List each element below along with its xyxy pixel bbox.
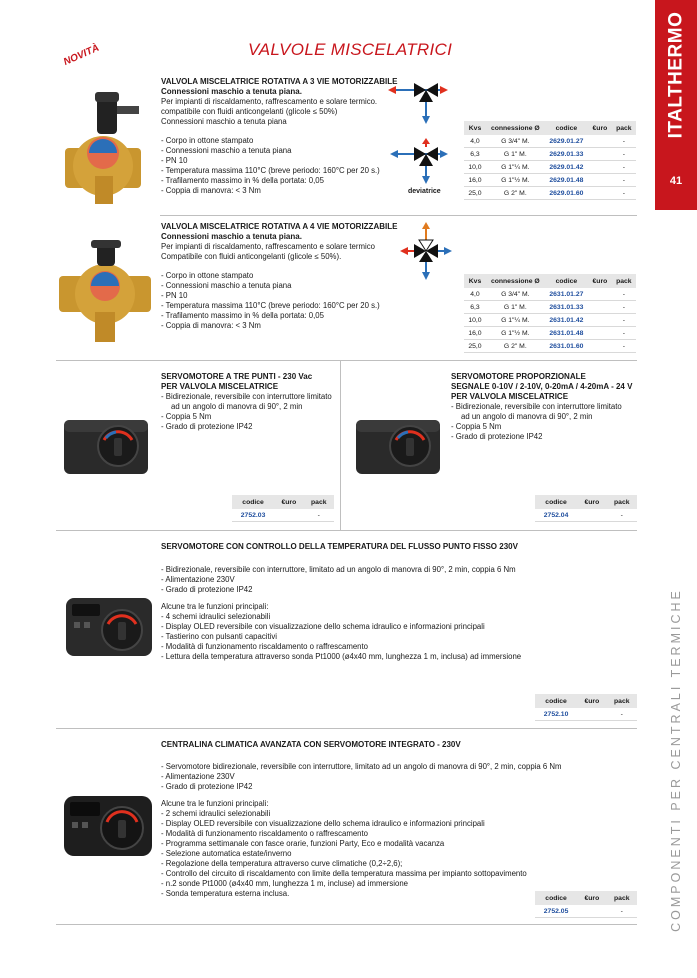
cell-code: 2629.01.27 bbox=[545, 135, 588, 148]
cell-kvs: 25,0 bbox=[464, 187, 486, 200]
valve3-table bbox=[464, 121, 636, 200]
centralina-bullet: - Servomotore bidirezionale, reversibile con interruttore, limitato ad un angolo di manovra di 90°, 2 min, coppia 6 Nm bbox=[161, 762, 562, 771]
servofix-function: - Display OLED reversibile con visualizzazione dello schema idraulico e informazioni principali bbox=[161, 622, 485, 631]
table-row bbox=[535, 708, 637, 721]
servofix-bullet: - Alimentazione 230V bbox=[161, 575, 235, 584]
cell-code: 2631.01.48 bbox=[545, 327, 588, 340]
servo3p-bullet: - Grado di protezione IP42 bbox=[161, 422, 253, 431]
cell-price bbox=[577, 905, 606, 918]
divider bbox=[56, 530, 637, 531]
cell-conn: G 3/4" M. bbox=[486, 288, 545, 301]
valve-4way-image bbox=[55, 236, 160, 346]
servofix-function: - Tastierino con pulsanti capacitivi bbox=[161, 632, 278, 641]
col-header: €uro bbox=[577, 891, 606, 905]
cell-price bbox=[588, 161, 612, 174]
brand-bar bbox=[655, 0, 697, 210]
cell-pack: - bbox=[612, 161, 636, 174]
table-row bbox=[464, 135, 636, 148]
cell-price bbox=[588, 148, 612, 161]
cell-code: 2631.01.33 bbox=[545, 301, 588, 314]
servofix-description bbox=[161, 565, 521, 662]
col-header: €uro bbox=[577, 694, 606, 708]
cell-code: 2752.03 bbox=[232, 509, 274, 522]
cell-pack: - bbox=[612, 327, 636, 340]
page-title: VALVOLE MISCELATRICI bbox=[248, 40, 453, 59]
col-header: Kvs bbox=[464, 121, 486, 135]
centralina-function: - Modalità di funzionamento riscaldamento o raffrescamento bbox=[161, 829, 369, 838]
cell-price bbox=[588, 288, 612, 301]
servoprop-bullet: - Grado di protezione IP42 bbox=[451, 432, 543, 441]
centralina-function: - Selezione automatica estate/inverno bbox=[161, 849, 292, 858]
table-row bbox=[464, 327, 636, 340]
valve4-bullet: - Temperatura massima 110°C (breve periodo: 160°C per 20 s.) bbox=[161, 301, 380, 310]
divider bbox=[56, 728, 637, 729]
valve3-line: compatibile con fluidi anticongelanti (glicole ≤ 50%) bbox=[161, 107, 338, 116]
cell-conn: G 1"¼ M. bbox=[486, 314, 545, 327]
side-label bbox=[663, 588, 689, 932]
cell-conn: G 1" M. bbox=[486, 301, 545, 314]
cell-kvs: 16,0 bbox=[464, 327, 486, 340]
servo3p-bullet: - Coppia 5 Nm bbox=[161, 412, 212, 421]
col-header: pack bbox=[607, 891, 637, 905]
col-header: connessione Ø bbox=[486, 121, 545, 135]
cell-code: 2752.05 bbox=[535, 905, 577, 918]
centralina-title: CENTRALINA CLIMATICA AVANZATA CON SERVOMOTORE INTEGRATO - 230V bbox=[161, 740, 461, 749]
servofix-bullet: - Bidirezionale, reversibile con interruttore, limitato ad un angolo di manovra di 90°, 2 min, coppia 6 Nm bbox=[161, 565, 516, 574]
servo3p-description bbox=[161, 372, 332, 432]
valve4-bullet: - Connessioni maschio a tenuta piana bbox=[161, 281, 292, 290]
cell-kvs: 4,0 bbox=[464, 288, 486, 301]
col-header: connessione Ø bbox=[486, 274, 545, 288]
table-row bbox=[464, 301, 636, 314]
centralina-function: - Programma settimanale con fasce orarie, funzioni Party, Eco e modalità vacanza bbox=[161, 839, 445, 848]
servofix-table bbox=[535, 694, 637, 721]
servofix-function: - 4 schemi idraulici selezionabili bbox=[161, 612, 271, 621]
cell-code: 2631.01.60 bbox=[545, 340, 588, 353]
cell-kvs: 10,0 bbox=[464, 314, 486, 327]
servofix-function: - Modalità di funzionamento riscaldamento o raffrescamento bbox=[161, 642, 369, 651]
col-header: pack bbox=[304, 495, 334, 509]
col-header: €uro bbox=[588, 274, 612, 288]
centralina-function: - Display OLED reversibile con visualizzazione dello schema idraulico e informazioni principali bbox=[161, 819, 485, 828]
brand-name: ITALTHERMO bbox=[665, 11, 686, 139]
col-header: codice bbox=[535, 694, 577, 708]
diverting-label: deviatrice bbox=[408, 188, 441, 195]
cell-code: 2752.04 bbox=[535, 509, 577, 522]
cell-conn: G 2" M. bbox=[486, 340, 545, 353]
valve3-line: Connessioni maschio a tenuta piana bbox=[161, 117, 287, 126]
col-header: codice bbox=[545, 274, 588, 288]
cell-code: 2631.01.42 bbox=[545, 314, 588, 327]
centralina-function: - Controllo del circuito di riscaldamento con limite della temperatura massima per impianto sottopavimento bbox=[161, 869, 527, 878]
servoprop-table bbox=[535, 495, 637, 522]
cell-kvs: 16,0 bbox=[464, 174, 486, 187]
col-header: codice bbox=[535, 891, 577, 905]
table-row bbox=[464, 161, 636, 174]
servo3p-subtitle: PER VALVOLA MISCELATRICE bbox=[161, 382, 279, 391]
cell-kvs: 4,0 bbox=[464, 135, 486, 148]
cell-code: 2752.10 bbox=[535, 708, 577, 721]
valve4-bullet: - Corpo in ottone stampato bbox=[161, 271, 254, 280]
cell-kvs: 10,0 bbox=[464, 161, 486, 174]
cell-price bbox=[588, 135, 612, 148]
col-header: Kvs bbox=[464, 274, 486, 288]
valve4-line: Per impianti di riscaldamento, raffrescamento e solare termico bbox=[161, 242, 375, 251]
cell-kvs: 6,3 bbox=[464, 148, 486, 161]
valve3-bullet: - Coppia di manovra: < 3 Nm bbox=[161, 186, 261, 195]
centralina-function: - Regolazione della temperatura attraverso curve climatiche (0,2÷2,6); bbox=[161, 859, 403, 868]
col-header: codice bbox=[232, 495, 274, 509]
servoprop-bullet: - Coppia 5 Nm bbox=[451, 422, 502, 431]
col-header: €uro bbox=[577, 495, 606, 509]
servo-3p-image bbox=[60, 410, 155, 478]
valve3-line: Per impianti di riscaldamento, raffrescamento e solare termico. bbox=[161, 97, 378, 106]
cell-pack: - bbox=[304, 509, 334, 522]
cell-code: 2629.01.33 bbox=[545, 148, 588, 161]
centralina-bullet: - Alimentazione 230V bbox=[161, 772, 235, 781]
col-header: codice bbox=[535, 495, 577, 509]
cell-code: 2631.01.27 bbox=[545, 288, 588, 301]
valve-3way-image bbox=[55, 78, 160, 206]
side-label-text: COMPONENTI PER CENTRALI TERMICHE bbox=[669, 588, 683, 932]
cell-pack: - bbox=[607, 509, 637, 522]
servo-fix-image bbox=[62, 592, 157, 662]
cell-pack: - bbox=[612, 314, 636, 327]
valve4-table bbox=[464, 274, 636, 353]
cell-pack: - bbox=[612, 187, 636, 200]
col-header: €uro bbox=[274, 495, 303, 509]
table-row bbox=[464, 148, 636, 161]
table-row bbox=[535, 905, 637, 918]
cell-price bbox=[588, 301, 612, 314]
cell-pack: - bbox=[607, 905, 637, 918]
table-row bbox=[464, 288, 636, 301]
cell-pack: - bbox=[612, 135, 636, 148]
valve4-table-wrap bbox=[464, 274, 636, 353]
valve3-table-wrap bbox=[464, 121, 636, 200]
4way-diagram bbox=[396, 220, 456, 282]
cell-code: 2629.01.60 bbox=[545, 187, 588, 200]
cell-price bbox=[577, 509, 606, 522]
cell-price bbox=[588, 340, 612, 353]
valve3-subtitle: Connessioni maschio a tenuta piana. bbox=[161, 87, 302, 96]
centralina-image bbox=[60, 790, 158, 862]
servoprop-bullet: ad un angolo di manovra di 90°, 2 min bbox=[461, 412, 593, 421]
valve3-bullet: - PN 10 bbox=[161, 156, 188, 165]
servo-prop-image bbox=[352, 410, 447, 478]
cell-price bbox=[274, 509, 303, 522]
valve4-bullet: - PN 10 bbox=[161, 291, 188, 300]
valve4-description bbox=[161, 222, 397, 331]
cell-conn: G 2" M. bbox=[486, 187, 545, 200]
valve4-subtitle: Connessioni maschio a tenuta piana. bbox=[161, 232, 302, 241]
servo3p-title: SERVOMOTORE A TRE PUNTI - 230 Vac bbox=[161, 372, 313, 381]
valve3-description bbox=[161, 77, 397, 196]
table-row bbox=[464, 340, 636, 353]
servoprop-title: SERVOMOTORE PROPORZIONALE bbox=[451, 372, 586, 381]
valve3-bullet: - Connessioni maschio a tenuta piana bbox=[161, 146, 292, 155]
mixing-diagram bbox=[386, 78, 456, 128]
servo3p-bullet: - Bidirezionale, reversibile con interruttore limitato bbox=[161, 392, 332, 401]
servoprop-bullet: - Bidirezionale, reversibile con interruttore limitato bbox=[451, 402, 622, 411]
table-row bbox=[232, 509, 334, 522]
cell-price bbox=[588, 187, 612, 200]
cell-price bbox=[577, 708, 606, 721]
table-row bbox=[535, 509, 637, 522]
page-number: 41 bbox=[669, 175, 683, 187]
cell-code: 2629.01.48 bbox=[545, 174, 588, 187]
servofix-functions-title: Alcune tra le funzioni principali: bbox=[161, 602, 269, 611]
servofix-bullet: - Grado di protezione IP42 bbox=[161, 585, 253, 594]
cell-conn: G 1"¼ M. bbox=[486, 161, 545, 174]
cell-pack: - bbox=[612, 148, 636, 161]
servo3p-table-wrap bbox=[232, 495, 334, 522]
valve3-title: VALVOLA MISCELATRICE ROTATIVA A 3 VIE MOTORIZZABILE bbox=[161, 77, 398, 86]
table-row bbox=[464, 187, 636, 200]
cell-pack: - bbox=[612, 301, 636, 314]
valve4-bullet: - Trafilamento massimo in % della portata: 0,05 bbox=[161, 311, 324, 320]
divider bbox=[56, 924, 637, 925]
servofix-function: - Lettura della temperatura attraverso sonda Pt1000 (ø4x40 mm, lunghezza 1 m, inclusa) ad immersione bbox=[161, 652, 522, 661]
divider-vertical bbox=[340, 360, 341, 530]
cell-conn: G 1"½ M. bbox=[486, 327, 545, 340]
servofix-title: SERVOMOTORE CON CONTROLLO DELLA TEMPERATURA DEL FLUSSO PUNTO FISSO 230V bbox=[161, 542, 518, 551]
diverting-diagram bbox=[386, 136, 456, 186]
cell-conn: G 3/4" M. bbox=[486, 135, 545, 148]
table-row bbox=[464, 314, 636, 327]
servoprop-description bbox=[451, 372, 632, 442]
centralina-function: - n.2 sonde Pt1000 (ø4x40 mm, lunghezza 1 m, incluse) ad immersione bbox=[161, 879, 409, 888]
servoprop-table-wrap bbox=[535, 495, 637, 522]
centralina-function: - 2 schemi idraulici selezionabili bbox=[161, 809, 271, 818]
divider bbox=[56, 360, 637, 361]
valve4-bullet: - Coppia di manovra: < 3 Nm bbox=[161, 321, 261, 330]
servo3p-table bbox=[232, 495, 334, 522]
col-header: codice bbox=[545, 121, 588, 135]
centralina-function: - Sonda temperatura esterna inclusa. bbox=[161, 889, 290, 898]
col-header: pack bbox=[612, 274, 636, 288]
cell-code: 2629.01.42 bbox=[545, 161, 588, 174]
centralina-table bbox=[535, 891, 637, 918]
valve4-line: Compatibile con fluidi anticongelanti (glicole ≤ 50%). bbox=[161, 252, 342, 261]
cell-kvs: 25,0 bbox=[464, 340, 486, 353]
valve3-bullet: - Trafilamento massimo in % della portata: 0,05 bbox=[161, 176, 324, 185]
valve3-bullet: - Corpo in ottone stampato bbox=[161, 136, 254, 145]
servoprop-subtitle2: PER VALVOLA MISCELATRICE bbox=[451, 392, 569, 401]
table-row bbox=[464, 174, 636, 187]
servofix-table-wrap bbox=[535, 694, 637, 721]
col-header: pack bbox=[612, 121, 636, 135]
cell-price bbox=[588, 314, 612, 327]
cell-pack: - bbox=[607, 708, 637, 721]
divider bbox=[160, 215, 637, 216]
servo3p-bullet: ad un angolo di manovra di 90°, 2 min bbox=[171, 402, 303, 411]
centralina-table-wrap bbox=[535, 891, 637, 918]
centralina-bullet: - Grado di protezione IP42 bbox=[161, 782, 253, 791]
col-header: pack bbox=[607, 694, 637, 708]
col-header: pack bbox=[607, 495, 637, 509]
centralina-description bbox=[161, 762, 562, 899]
new-badge: NOVITÀ bbox=[62, 42, 101, 69]
cell-price bbox=[588, 327, 612, 340]
cell-conn: G 1"½ M. bbox=[486, 174, 545, 187]
cell-price bbox=[588, 174, 612, 187]
centralina-functions-title: Alcune tra le funzioni principali: bbox=[161, 799, 269, 808]
cell-kvs: 6,3 bbox=[464, 301, 486, 314]
valve4-title: VALVOLA MISCELATRICE ROTATIVA A 4 VIE MOTORIZZABILE bbox=[161, 222, 398, 231]
col-header: €uro bbox=[588, 121, 612, 135]
cell-pack: - bbox=[612, 340, 636, 353]
valve3-bullet: - Temperatura massima 110°C (breve periodo: 160°C per 20 s.) bbox=[161, 166, 380, 175]
cell-pack: - bbox=[612, 288, 636, 301]
servoprop-subtitle: SEGNALE 0-10V / 2-10V, 0-20mA / 4-20mA - 24 V bbox=[451, 382, 633, 391]
cell-pack: - bbox=[612, 174, 636, 187]
cell-conn: G 1" M. bbox=[486, 148, 545, 161]
